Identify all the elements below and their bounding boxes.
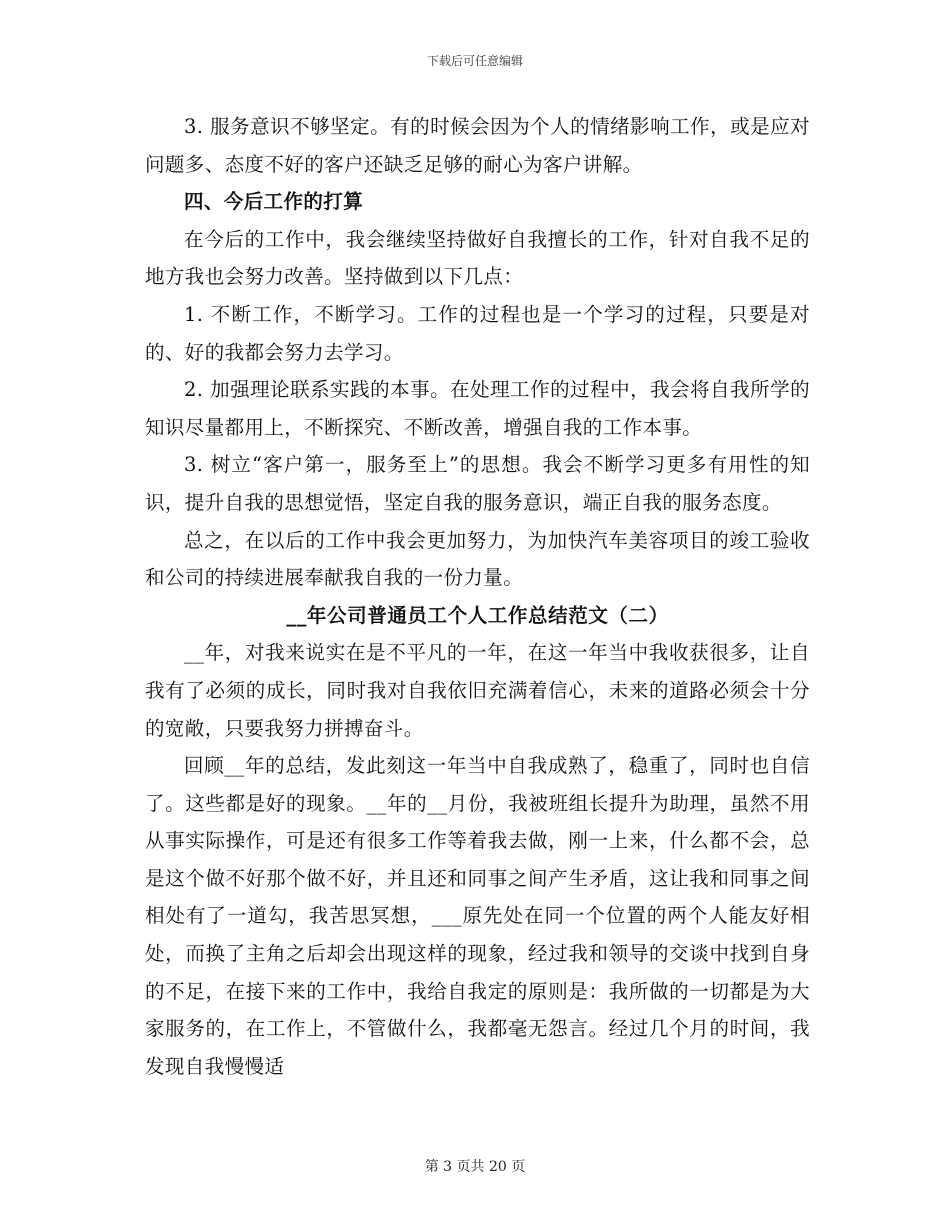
header-note: 下载后可任意编辑 [426,54,523,68]
page-number-footer: 第 3 页共 20 页 [424,1159,526,1175]
paragraph-point-2: 2. 加强理论联系实践的本事。在处理工作的过程中，我会将自我所学的知识尽量都用上，不断探究、不断改善，增强自我的工作本事。 [145,378,810,439]
paragraph-point-1: 1. 不断工作，不断学习。工作的过程也是一个学习的过程，只要是对的、好的我都会努力去学习。 [145,302,810,364]
section-heading-future-plans: 四、今后工作的打算 [184,190,364,214]
paragraph-service-awareness: 3. 服务意识不够坚定。有的时候会因为个人的情绪影响工作，或是应对问题多、态度不好的客户还缺乏足够的耐心为客户讲解。 [145,115,810,176]
article-title-part-two: __年公司普通员工个人工作总结范文（二） [286,603,669,627]
paragraph-point-3: 3. 树立“客户第一，服务至上”的思想。我会不断学习更多有用性的知识，提升自我的思想觉悟，坚定自我的服务意识，端正自我的服务态度。 [145,453,810,514]
document-body [145,108,810,1085]
paragraph-future-intro: 在今后的工作中，我会继续坚持做好自我擅长的工作，针对自我不足的地方我也会努力改善。坚持做到以下几点： [145,227,810,289]
paragraph-year-review: 回顾__年的总结，发此刻这一年当中自我成熟了，稳重了，同时也自信了。这些都是好的现象。__年的__月份，我被班组长提升为助理，虽然不用从事实际操作，可是还有很多工作等着我去做，刚一上来，什么都不会，总是这个做不好那个做不好，并且还和同事之间产生矛盾，这让我和同事之间相处有了一道勾，我苦思冥想，___原先处在同一个位置的两个人能友好相处，而换了主角之后却会出现这样的现象，经过我和领导的交谈中找到自身的不足，在接下来的工作中，我给自我定的原则是：我所做的一切都是为大家服务的，在工作上，不管做什么，我都毫无怨言。经过几个月的时间，我发现自我慢慢适 [145,754,810,1078]
paragraph-conclusion: 总之，在以后的工作中我会更加努力，为加快汽车美容项目的竣工验收和公司的持续进展奉献我自我的一份力量。 [145,528,810,590]
paragraph-year-intro: __年，对我来说实在是不平凡的一年，在这一年当中我收获很多，让自我有了必须的成长，同时我对自我依旧充满着信心，未来的道路必须会十分的宽敞，只要我努力拼搏奋斗。 [145,641,810,740]
